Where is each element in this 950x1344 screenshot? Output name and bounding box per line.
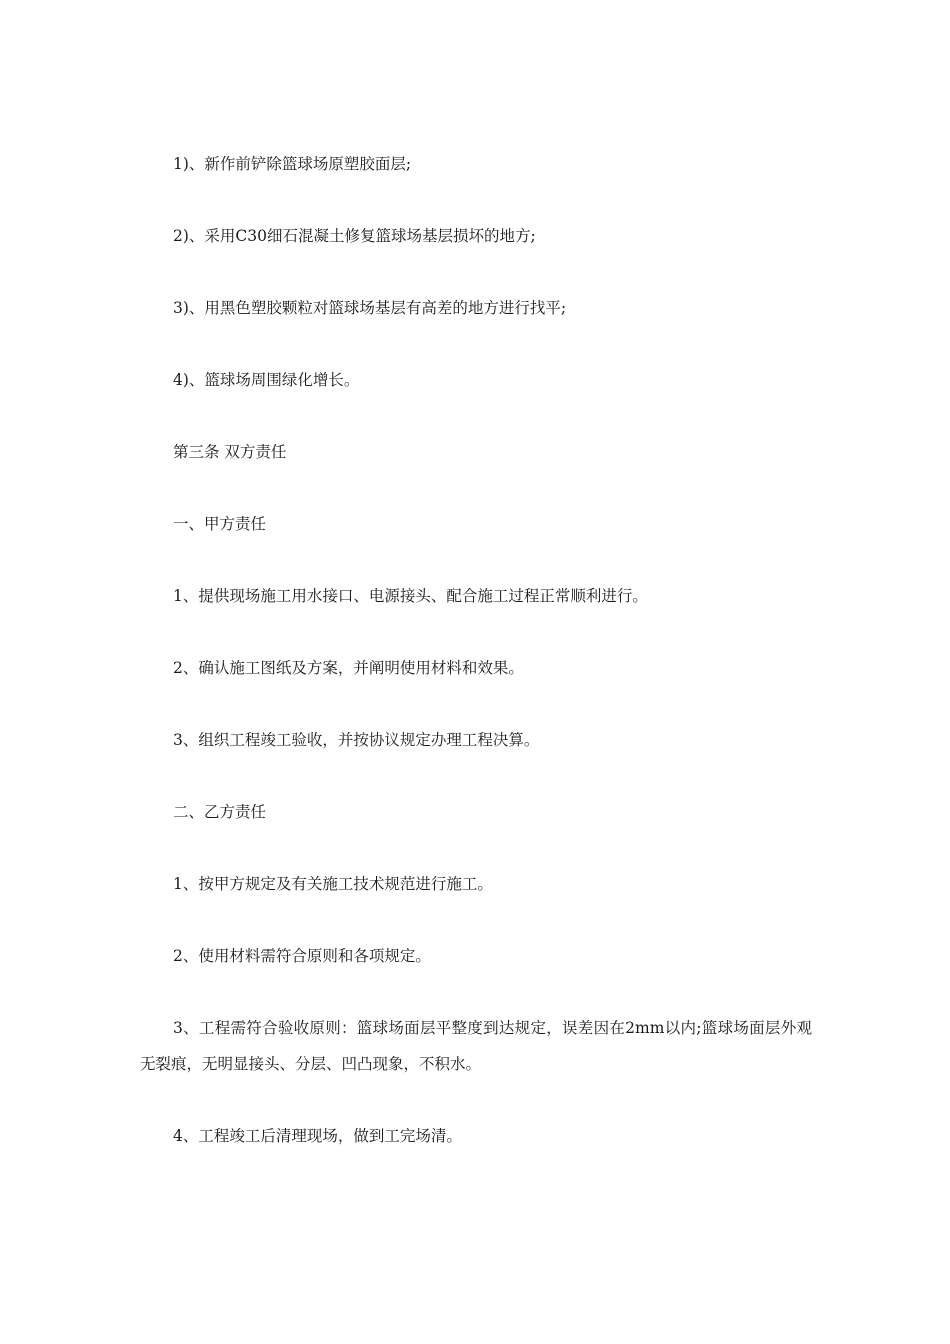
party-a-item-2: 2、确认施工图纸及方案，并阐明使用材料和效果。 — [173, 659, 524, 677]
party-a-item-3: 3、组织工程竣工验收，并按协议规定办理工程决算。 — [173, 731, 540, 749]
paragraph-remove-old-surface: 1)、新作前铲除篮球场原塑胶面层; — [173, 155, 412, 173]
subheading-party-a: 一、甲方责任 — [173, 515, 267, 533]
party-b-item-2: 2、使用材料需符合原则和各项规定。 — [173, 947, 431, 965]
paragraph-greening: 4)、篮球场周围绿化增长。 — [173, 371, 360, 389]
paragraph-repair-base: 2)、采用C30细石混凝土修复篮球场基层损坏的地方; — [173, 227, 536, 245]
section-heading-responsibilities: 第三条 双方责任 — [173, 443, 287, 461]
party-b-item-1: 1、按甲方规定及有关施工技术规范进行施工。 — [173, 875, 493, 893]
document-body — [140, 146, 812, 1190]
party-a-item-1: 1、提供现场施工用水接口、电源接头、配合施工过程正常顺利进行。 — [173, 587, 648, 605]
party-b-item-4: 4、工程竣工后清理现场，做到工完场清。 — [173, 1127, 462, 1145]
party-b-item-3: 3、工程需符合验收原则：篮球场面层平整度到达规定，误差因在2mm以内;篮球场面层外观无裂痕，无明显接头、分层、凹凸现象，不积水。 — [140, 1019, 812, 1073]
paragraph-level-base: 3)、用黑色塑胶颗粒对篮球场基层有高差的地方进行找平; — [173, 299, 567, 317]
subheading-party-b: 二、乙方责任 — [173, 803, 267, 821]
